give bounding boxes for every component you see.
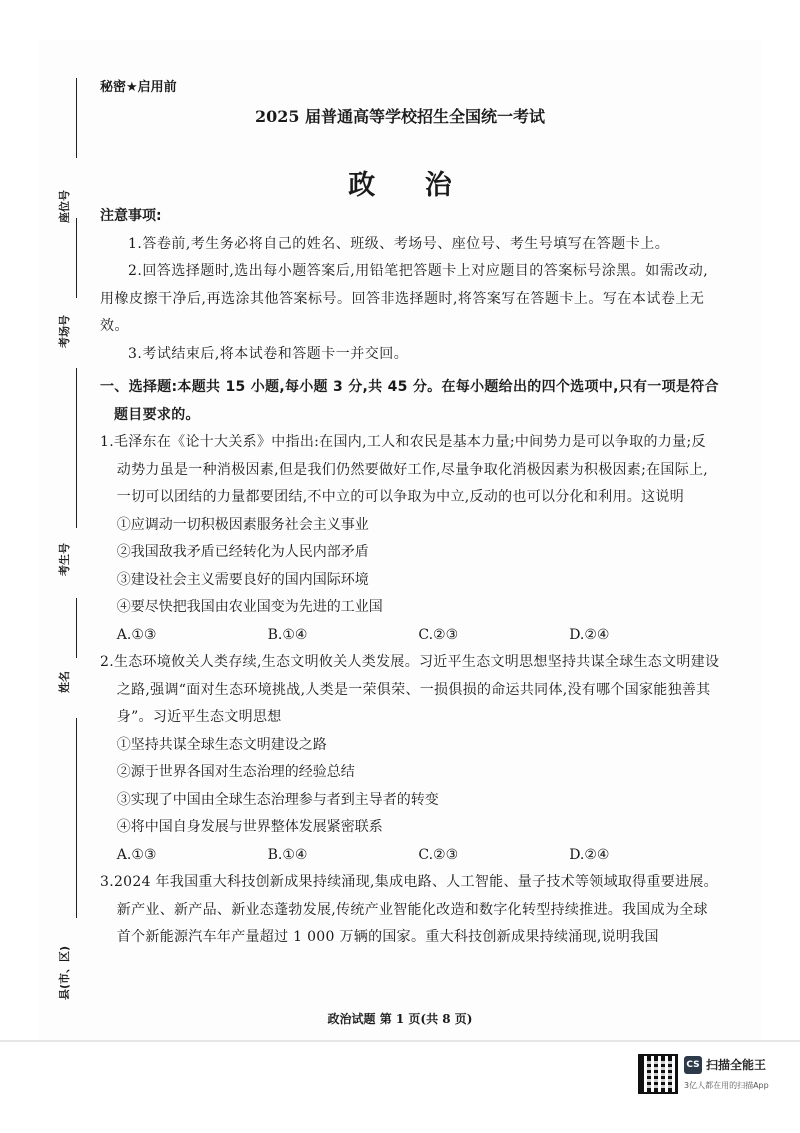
question-1 bbox=[100, 429, 720, 649]
seat-number-field bbox=[48, 78, 88, 238]
page-footer: 政治试题 第 1 页(共 8 页) bbox=[327, 1012, 473, 1026]
exam-content bbox=[100, 203, 720, 952]
candidate-number-line bbox=[76, 368, 77, 528]
statement-option: ④将中国自身发展与世界整体发展紧密联系 bbox=[116, 819, 383, 835]
statement-option: ②我国敌我矛盾已经转化为人民内部矛盾 bbox=[116, 544, 369, 560]
statement-option: ①坚持共谋全球生态文明建设之路 bbox=[116, 736, 327, 753]
room-number-field bbox=[48, 218, 88, 358]
statement-option: ③实现了中国由全球生态治理参与者到主导者的转变 bbox=[116, 791, 439, 808]
scan-edge-divider bbox=[0, 1040, 800, 1042]
candidate-number-field bbox=[48, 368, 88, 588]
exam-title: 2025 届普通高等学校招生全国统一考试 bbox=[254, 107, 546, 126]
scanner-app-name: 扫描全能王 bbox=[706, 1058, 767, 1072]
notice-item: 1.答卷前,考生务必将自己的姓名、班级、考场号、座位号、考生号填写在答题卡上。 bbox=[128, 235, 670, 252]
qr-code-icon bbox=[638, 1054, 678, 1094]
statement-option: ④要尽快把我国由农业国变为先进的工业国 bbox=[116, 599, 383, 615]
notice-block bbox=[100, 203, 720, 368]
notice-heading: 注意事项: bbox=[100, 208, 162, 224]
question-3 bbox=[100, 869, 720, 952]
choice-c: C.②③ bbox=[418, 846, 459, 863]
scanner-watermark bbox=[638, 1052, 788, 1100]
answer-choices bbox=[100, 622, 720, 650]
binding-strip bbox=[48, 78, 88, 1008]
question-stem: 3.2024 年我国重大科技创新成果持续涌现,集成电路、人工智能、量子技术等领域取得重要进展。新产业、新产品、新业态蓬勃发展,传统产业智能化改造和数字化转型持续推进。我国成为全球首个新能源汽车年产量超过 1 000 万辆的国家。重大科技创新成果持续涌现,说明我国 bbox=[100, 874, 718, 945]
choice-b: B.①④ bbox=[267, 626, 308, 643]
notice-item: 3.考试结束后,将本试卷和答题卡一并交回。 bbox=[128, 345, 409, 362]
notice-item: 2.回答选择题时,选出每小题答案后,用铅笔把答题卡上对应题目的答案标号涂黑。如需改动,用橡皮擦干净后,再选涂其他答案标号。回答非选择题时,将答案写在答题卡上。写在本试卷上无效。 bbox=[100, 263, 709, 334]
statement-option: ③建设社会主义需要良好的国内国际环境 bbox=[116, 571, 369, 588]
name-label: 姓名 bbox=[58, 671, 71, 693]
seat-number-label: 座位号 bbox=[58, 190, 71, 223]
name-field bbox=[48, 598, 88, 708]
county-label: 县(市、区) bbox=[58, 945, 71, 1000]
question-stem: 2.生态环境攸关人类存续,生态文明攸关人类发展。习近平生态文明思想坚持共谋全球生态文明建设之路,强调“面对生态环境挑战,人类是一荣俱荣、一损俱损的命运共同体,没有哪个国家能独善其身”。习近平生态文明思想 bbox=[100, 654, 720, 725]
choice-b: B.①④ bbox=[267, 846, 308, 863]
candidate-number-label: 考生号 bbox=[58, 543, 71, 576]
confidential-label: 秘密★启用前 bbox=[100, 80, 177, 95]
choice-d: D.②④ bbox=[569, 626, 610, 643]
choice-a: A.①③ bbox=[116, 846, 157, 863]
question-stem: 1.毛泽东在《论十大关系》中指出:在国内,工人和农民是基本力量;中间势力是可以争取的力量;反动势力虽是一种消极因素,但是我们仍然要做好工作,尽量争取化消极因素为积极因素;在国际上,一切可以团结的力量都要团结,不中立的可以争取为中立,反动的也可以分化和利用。这说明 bbox=[100, 434, 709, 505]
answer-choices bbox=[100, 842, 720, 870]
choice-c: C.②③ bbox=[418, 626, 459, 643]
choice-a: A.①③ bbox=[116, 626, 157, 643]
room-number-label: 考场号 bbox=[58, 315, 71, 348]
room-number-line bbox=[76, 218, 77, 298]
county-line bbox=[76, 718, 77, 918]
question-2 bbox=[100, 649, 720, 869]
name-line bbox=[76, 598, 77, 658]
choice-d: D.②④ bbox=[569, 846, 610, 863]
statement-option: ①应调动一切积极因素服务社会主义事业 bbox=[116, 516, 369, 533]
section-heading: 一、选择题:本题共 15 小题,每小题 3 分,共 45 分。在每小题给出的四个选项中,只有一项是符合题目要求的。 bbox=[100, 379, 719, 423]
scanner-tagline: 3亿人都在用的扫描App bbox=[684, 1081, 769, 1090]
camscanner-logo-icon: CS bbox=[684, 1056, 702, 1074]
statement-option: ②源于世界各国对生态治理的经验总结 bbox=[116, 764, 355, 780]
subject-title: 政 治 bbox=[348, 170, 472, 201]
county-field bbox=[48, 718, 88, 1008]
